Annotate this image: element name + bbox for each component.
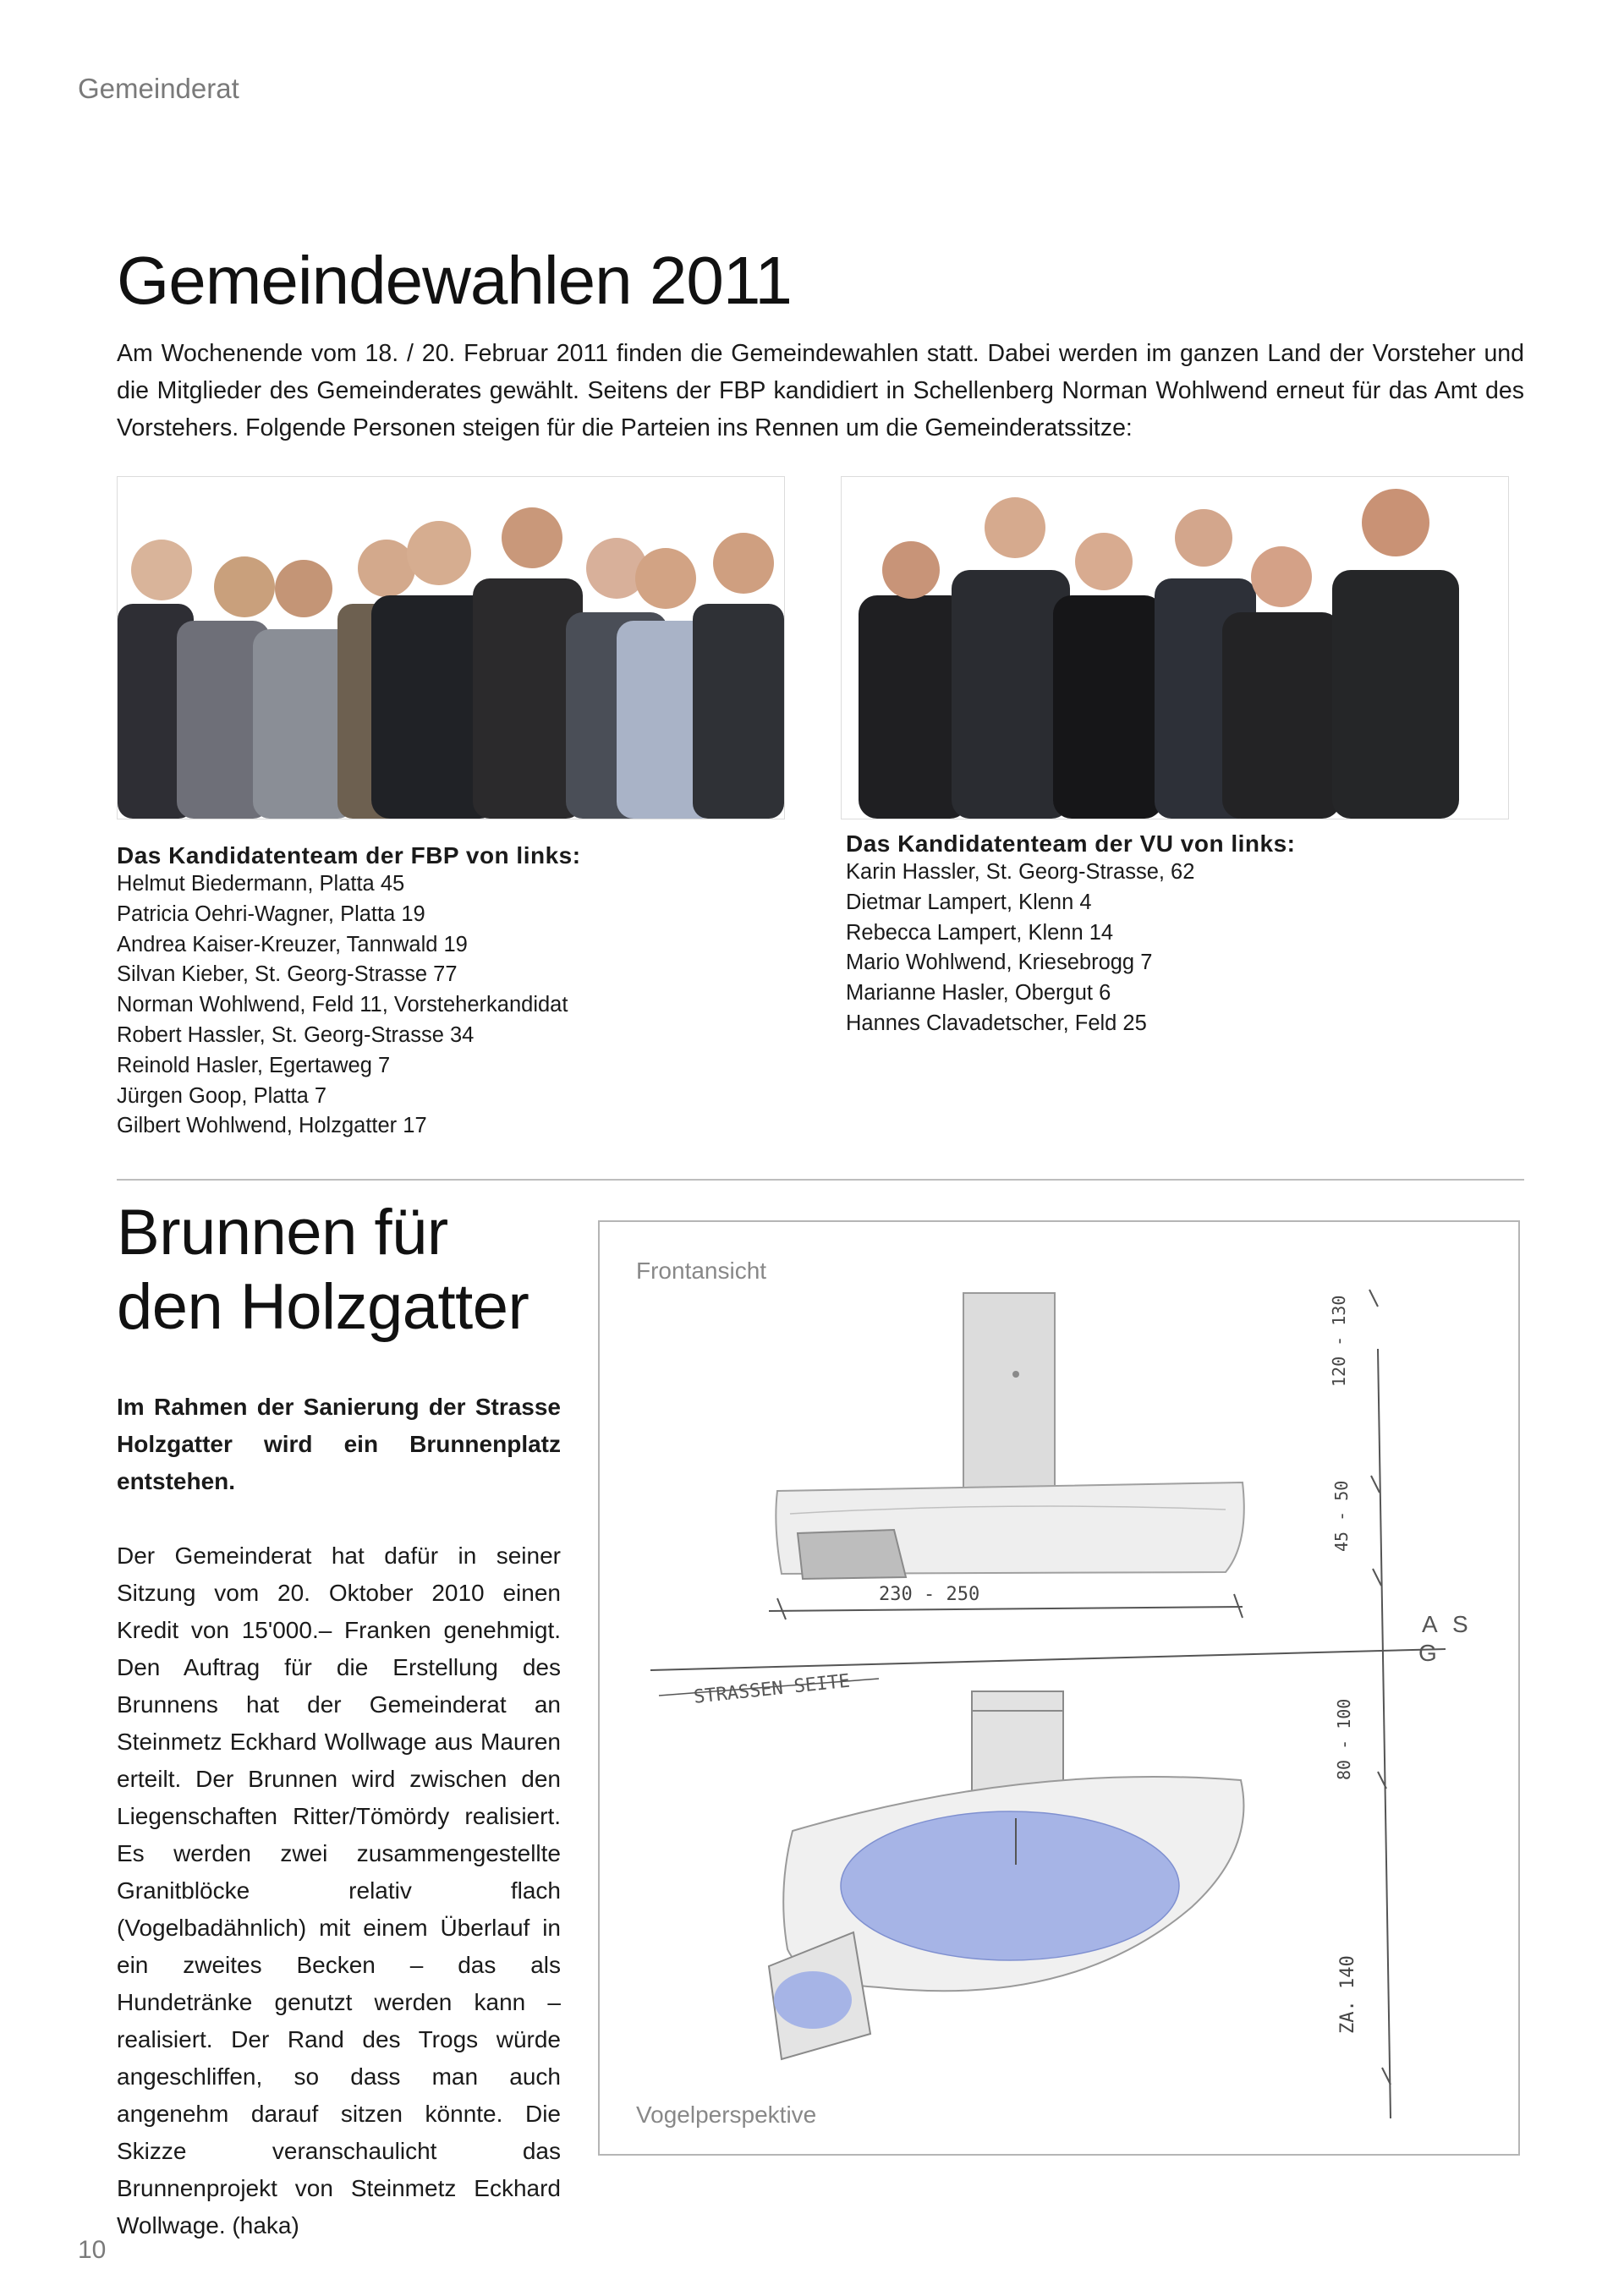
dim-basin-height-label: 45 - 50 [1331, 1480, 1352, 1552]
list-item: Rebecca Lampert, Klenn 14 [846, 920, 1114, 945]
fountain-title-line-1: Brunnen für [117, 1197, 448, 1269]
list-item: Dietmar Lampert, Klenn 4 [846, 890, 1092, 914]
article-title: Gemeindewahlen 2011 [117, 243, 792, 318]
page-number: 10 [78, 2236, 107, 2264]
fbp-team-block [117, 842, 776, 1142]
list-item: Andrea Kaiser-Kreuzer, Tannwald 19 [117, 932, 468, 956]
list-item: Karin Hassler, St. Georg-Strasse, 62 [846, 860, 1195, 884]
list-item: Hannes Clavadetscher, Feld 25 [846, 1011, 1147, 1035]
dim-width-label: 230 - 250 [879, 1584, 980, 1605]
list-item: Norman Wohlwend, Feld 11, Vorsteherkandidat [117, 993, 568, 1017]
mark-g: G [1418, 1640, 1437, 1666]
mark-s: S [1452, 1611, 1468, 1637]
fbp-member-list [117, 869, 776, 1142]
fbp-team-photo-graphic [118, 477, 784, 819]
list-item: Patricia Oehri-Wagner, Platta 19 [117, 901, 425, 926]
list-item: Robert Hassler, St. Georg-Strasse 34 [117, 1022, 475, 1047]
front-view-label: Frontansicht [636, 1258, 767, 1284]
top-view-label: Vogelperspektive [636, 2101, 817, 2128]
list-item: Mario Wohlwend, Kriesebrogg 7 [846, 951, 1153, 975]
section-label: Gemeinderat [78, 73, 239, 104]
section-divider [117, 1179, 1524, 1181]
fountain-title [117, 1196, 590, 1345]
fountain-lead: Im Rahmen der Sanierung der Strasse Holzgatter wird ein Brunnenplatz entstehen. [117, 1394, 561, 1494]
vu-member-list [846, 858, 1514, 1039]
vu-team-block [846, 830, 1514, 1039]
fbp-team-photo [117, 476, 785, 819]
fountain-body: Der Gemeinderat hat dafür in seiner Sitzung vom 20. Oktober 2010 einen Kredit von 15'000.– Franken genehmigt. Den Auftrag für die Erstellung des Brunnens hat der Gemeinderat an Steinmetz Eckhard Wollwage aus Mauren erteilt. Der Brunnen wird zwischen den Liegenschaften Ritter/Tömördy realisiert. Es werden zwei zusammengestellte Granitblöcke relativ flach (Vogelbadähnlich) mit einem Überlauf in ein zweites Becken – das als Hundetränke genutzt werden kann – realisiert. Der Rand des Trogs würde angeschliffen, so dass man auch angenehm darauf sitzen könnte. Die Skizze veranschaulicht das Brunnenprojekt von Steinmetz Eckhard Wollwage. (haka) [117, 1543, 561, 2238]
vu-team-photo-graphic [842, 477, 1508, 819]
fountain-sketch [598, 1220, 1520, 2156]
intro-paragraph: Am Wochenende vom 18. / 20. Februar 2011 finden die Gemeindewahlen statt. Dabei werden im ganzen Land der Vorsteher und die Mitglieder des Gemeinderates gewählt. Seitens der FBP kandidiert in Schellenberg Norman Wohlwend erneut für das Amt des Vorstehers. Folgende Personen steigen für die Parteien ins Rennen um die Gemeinderatssitze: [117, 340, 1524, 441]
vu-team-heading: Das Kandidatenteam der VU von links: [846, 830, 1296, 857]
fountain-title-line-2: den Holzgatter [117, 1271, 529, 1343]
dim-basin-depth-label: ZA. 140 [1337, 1955, 1358, 2034]
list-item: Silvan Kieber, St. Georg-Strasse 77 [117, 962, 458, 987]
mark-a: A [1422, 1611, 1438, 1637]
list-item: Jürgen Goop, Platta 7 [117, 1083, 327, 1108]
street-side-label: STRASSEN SEITE [693, 1670, 852, 1708]
fbp-team-heading: Das Kandidatenteam der FBP von links: [117, 842, 581, 869]
vu-team-photo [841, 476, 1509, 819]
list-item: Reinold Hasler, Egertaweg 7 [117, 1053, 391, 1077]
list-item: Marianne Hasler, Obergut 6 [846, 981, 1111, 1006]
dim-post-height-label: 120 - 130 [1329, 1295, 1349, 1387]
list-item: Gilbert Wohlwend, Holzgatter 17 [117, 1114, 427, 1138]
dim-post-depth-label: 80 - 100 [1334, 1698, 1354, 1780]
article-intro [117, 335, 1524, 447]
list-item: Helmut Biedermann, Platta 45 [117, 872, 405, 896]
